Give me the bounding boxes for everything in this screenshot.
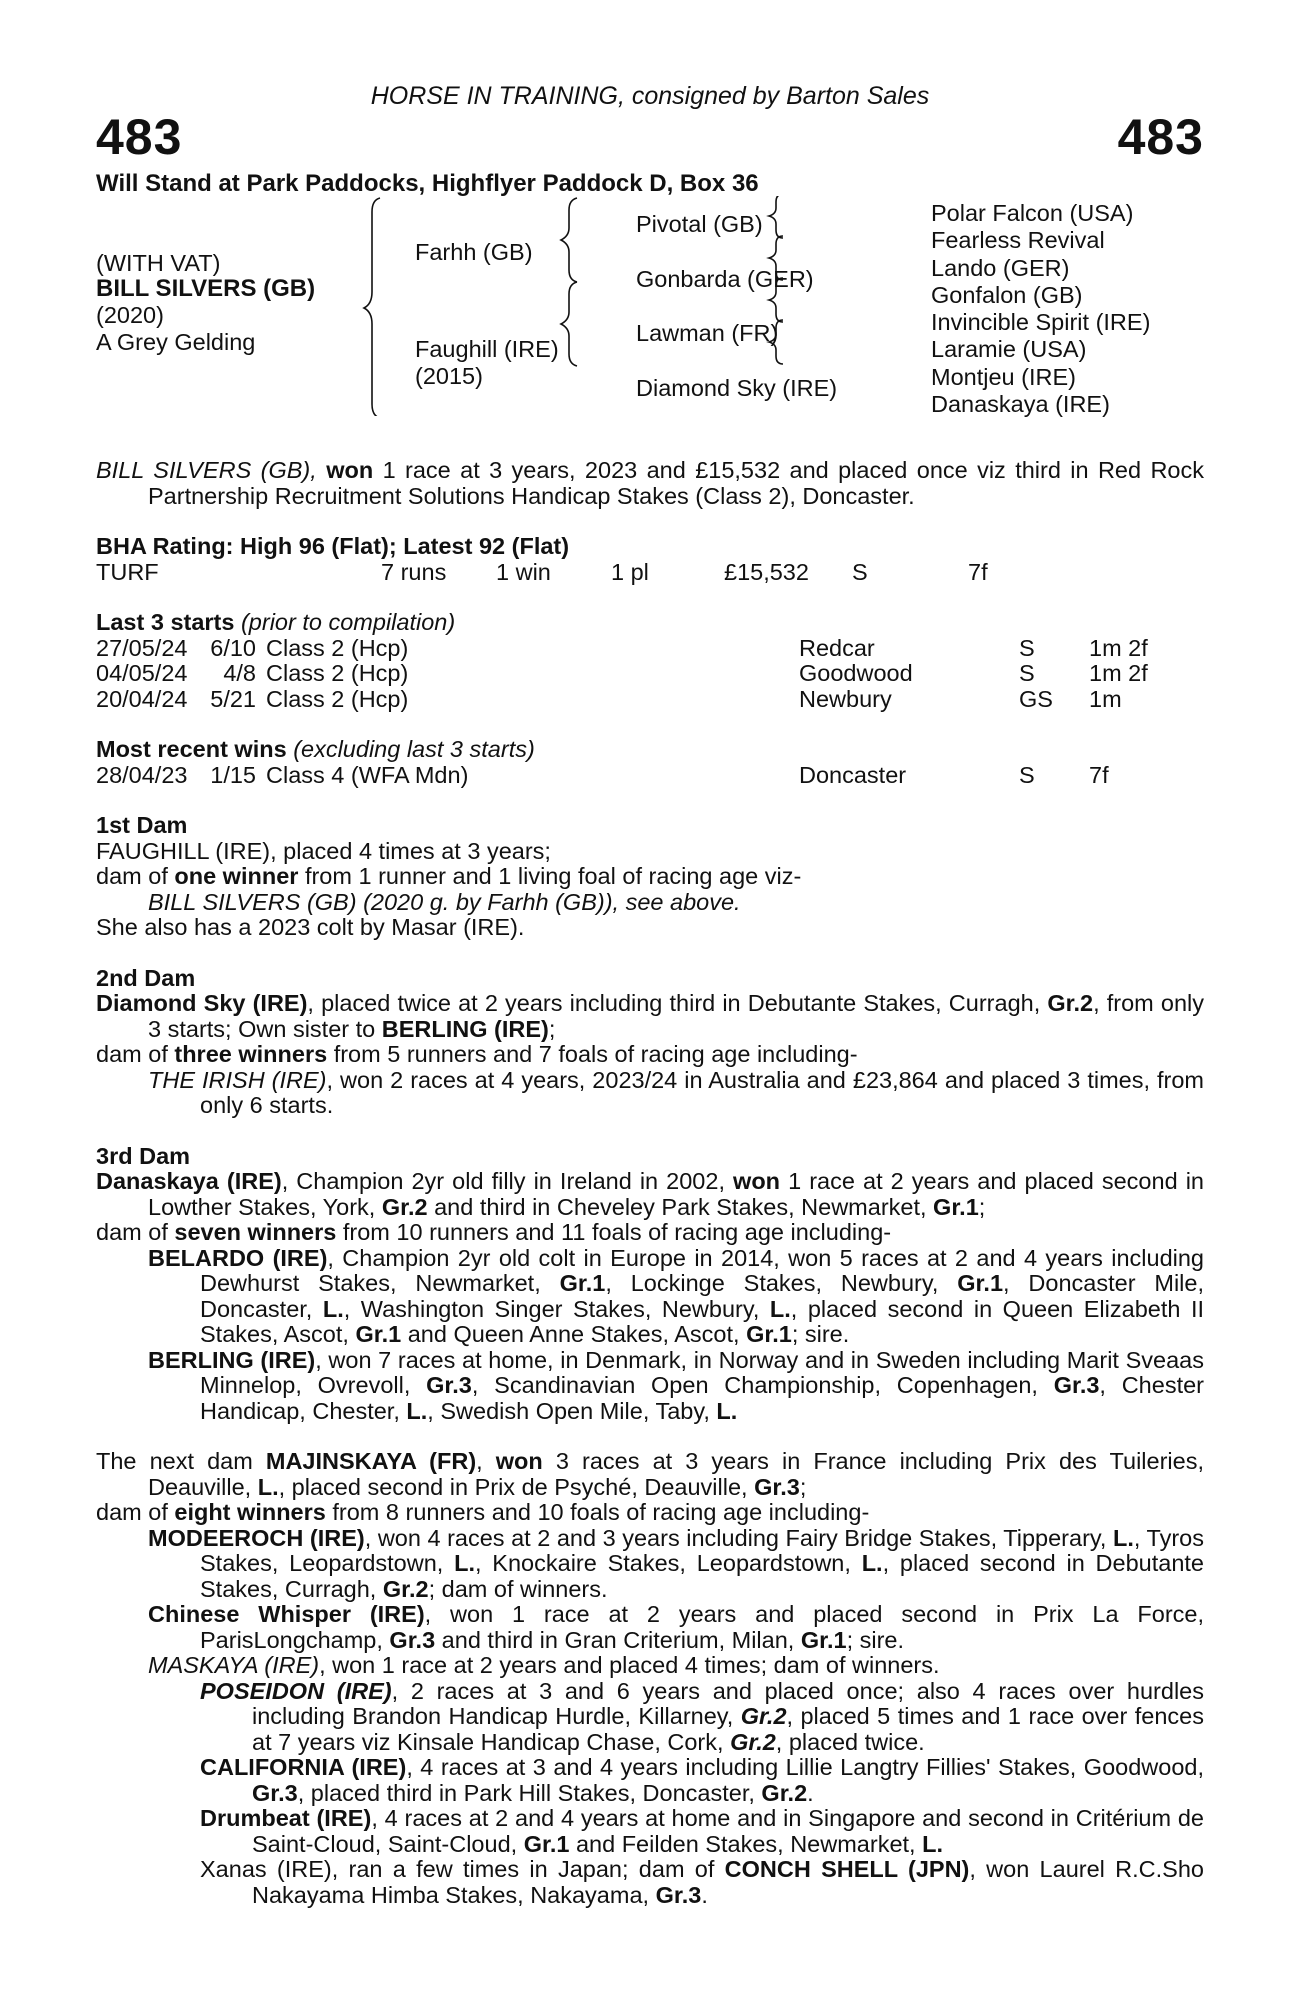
dam3-produce: dam of seven winners from 10 runners and 11 foals of racing age including- <box>96 1219 892 1245</box>
lot-number-right: 483 <box>1117 109 1204 165</box>
dam1-line2: dam of one winner from 1 runner and 1 living foal of racing age viz- <box>96 863 802 889</box>
horse-description: A Grey Gelding <box>96 329 256 355</box>
dam3-progeny-belardo: BELARDO (IRE), Champion 2yr old colt in Europe in 2014, won 5 races at 2 and 4 years including Dewhurst Stakes, Newmarket, Gr.1, Lockinge Stakes, Newbury, Gr.1, Doncaster Mile, Doncaster, L., Washington Singer Stakes, Newbury, L., placed second in Queen Elizabeth II Stakes, Ascot, Gr.1 and Queen Anne Stakes, Ascot, Gr.1; sire. <box>148 1244 1205 1347</box>
dam-sire: Lawman (FR) <box>636 320 779 346</box>
dam1-heading: 1st Dam <box>96 812 188 838</box>
next-dam-desc: The next dam MAJINSKAYA (FR), won 3 races at 3 years in France including Prix des Tuileries, Deauville, L., placed second in Prix de Psyché, Deauville, Gr.3; <box>96 1448 1204 1500</box>
table-row: 20/04/24 5/21 Class 2 (Hcp) Newbury GS 1m <box>96 685 1122 712</box>
dam2-produce: dam of three winners from 5 runners and 7 foals of racing age including- <box>96 1041 858 1067</box>
progeny-poseidon: POSEIDON (IRE), 2 races at 3 and 6 years and placed once; also 4 races over hurdles including Brandon Handicap Hurdle, Killarney, Gr.2, placed 5 times and 1 race over fences at 7 years viz Kinsale Handicap Chase, Cork, Gr.2, placed twice. <box>200 1677 1204 1755</box>
horse-year: (2020) <box>96 302 164 328</box>
table-row: 04/05/24 4/8 Class 2 (Hcp) Goodwood S 1m 2f <box>96 660 1148 686</box>
recent-wins-heading: Most recent wins (excluding last 3 starts) <box>96 736 535 762</box>
dam3-desc: Danaskaya (IRE), Champion 2yr old filly in Ireland in 2002, won 1 race at 2 years and placed second in Lowther Stakes, York, Gr.2 and third in Cheveley Park Stakes, Newmarket, Gr.1; <box>96 1168 1204 1220</box>
ped-dds: Montjeu (IRE) <box>931 364 1076 390</box>
next-dam-produce: dam of eight winners from 8 runners and 10 foals of racing age including- <box>96 1499 870 1525</box>
table-row: 27/05/24 6/10 Class 2 (Hcp) Redcar S 1m 2f <box>96 634 1148 661</box>
stand-location: Will Stand at Park Paddocks, Highflyer Paddock D, Box 36 <box>96 170 759 197</box>
dam2-desc: Diamond Sky (IRE), placed twice at 2 years including third in Debutante Stakes, Curragh, Gr.2, from only 3 starts; Own sister to BERLING (IRE); <box>96 990 1204 1042</box>
ped-sdd: Gonfalon (GB) <box>931 282 1083 308</box>
progeny-drumbeat: Drumbeat (IRE), 4 races at 2 and 4 years at home and in Singapore and second in Critérium de Saint-Cloud, Saint-Cloud, Gr.1 and Feilden Stakes, Newmarket, L. <box>200 1805 1204 1857</box>
lot-number-left: 483 <box>96 109 183 165</box>
last3-heading: Last 3 starts (prior to compilation) <box>96 609 456 635</box>
dam-year: (2015) <box>415 363 483 389</box>
table-row: 28/04/23 1/15 Class 4 (WFA Mdn) Doncaster S 7f <box>96 761 1109 788</box>
ped-dsd: Laramie (USA) <box>931 336 1087 362</box>
dam3-progeny-berling: BERLING (IRE), won 7 races at home, in Denmark, in Norway and in Sweden including Marit Sveaas Minnelop, Ovrevoll, Gr.3, Scandinavian Open Championship, Copenhagen, Gr.3, Chester Handicap, Chester, L., Swedish Open Mile, Taby, L. <box>148 1346 1204 1424</box>
dam3-heading: 3rd Dam <box>96 1142 191 1169</box>
dam1-line3: BILL SILVERS (GB) (2020 g. by Farhh (GB)), see above. <box>148 888 741 915</box>
ped-sss: Polar Falcon (USA) <box>931 200 1134 226</box>
dam-dam: Diamond Sky (IRE) <box>636 375 838 401</box>
race-summary: BILL SILVERS (GB), won 1 race at 3 years, 2023 and £15,532 and placed once viz third in Red Rock Partnership Recruitment Solutions Handicap Stakes (Class 2), Doncaster. <box>96 457 1204 509</box>
bha-rating: BHA Rating: High 96 (Flat); Latest 92 (Flat) <box>96 533 570 559</box>
dam1-line4: She also has a 2023 colt by Masar (IRE). <box>96 914 525 940</box>
ped-ssd: Fearless Revival <box>931 227 1105 253</box>
progeny-modeeroch: MODEEROCH (IRE), won 4 races at 2 and 3 years including Fairy Bridge Stakes, Tipperary, L., Tyros Stakes, Leopardstown, L., Knockaire Stakes, Leopardstown, L., placed second in Debutante Stakes, Curragh, Gr.2; dam of winners. <box>148 1524 1204 1602</box>
vat-note: (WITH VAT) <box>96 250 221 276</box>
dam2-heading: 2nd Dam <box>96 964 196 991</box>
dam1-line1: FAUGHILL (IRE), placed 4 times at 3 years; <box>96 837 551 864</box>
ped-sds: Lando (GER) <box>931 255 1070 281</box>
catalogue-page <box>96 0 1204 2000</box>
turf-record: TURF 7 runs 1 win 1 pl £15,532 S 7f <box>96 558 988 585</box>
dam2-progeny: THE IRISH (IRE), won 2 races at 4 years, 2023/24 in Australia and £23,864 and placed 3 times, from only 6 starts. <box>148 1066 1205 1118</box>
catalogue-body <box>96 458 1204 1908</box>
progeny-xanas: Xanas (IRE), ran a few times in Japan; dam of CONCH SHELL (JPN), won Laurel R.C.Sho Nakayama Himba Stakes, Nakayama, Gr.3. <box>200 1856 1204 1908</box>
pedigree-table <box>96 196 1204 416</box>
lot-header: HORSE IN TRAINING, consigned by Barton Sales <box>370 82 930 110</box>
dam: Faughill (IRE) <box>415 336 559 362</box>
sire: Farhh (GB) <box>415 239 533 265</box>
progeny-california: CALIFORNIA (IRE), 4 races at 3 and 4 years including Lillie Langtry Fillies' Stakes, Goodwood, Gr.3, placed third in Park Hill Stakes, Doncaster, Gr.2. <box>200 1754 1204 1806</box>
progeny-maskaya: MASKAYA (IRE), won 1 race at 2 years and placed 4 times; dam of winners. <box>148 1652 940 1678</box>
ped-ddd: Danaskaya (IRE) <box>931 391 1110 417</box>
sire-dam: Gonbarda (GER) <box>636 266 814 292</box>
horse-name: BILL SILVERS (GB) <box>96 275 316 302</box>
last3-table <box>96 636 1204 713</box>
progeny-chinese-whisper: Chinese Whisper (IRE), won 1 race at 2 years and placed second in Prix La Force, ParisLongchamp, Gr.3 and third in Gran Criterium, Milan, Gr.1; sire. <box>148 1601 1204 1653</box>
ped-dss: Invincible Spirit (IRE) <box>931 309 1151 335</box>
sire-sire: Pivotal (GB) <box>636 211 763 237</box>
